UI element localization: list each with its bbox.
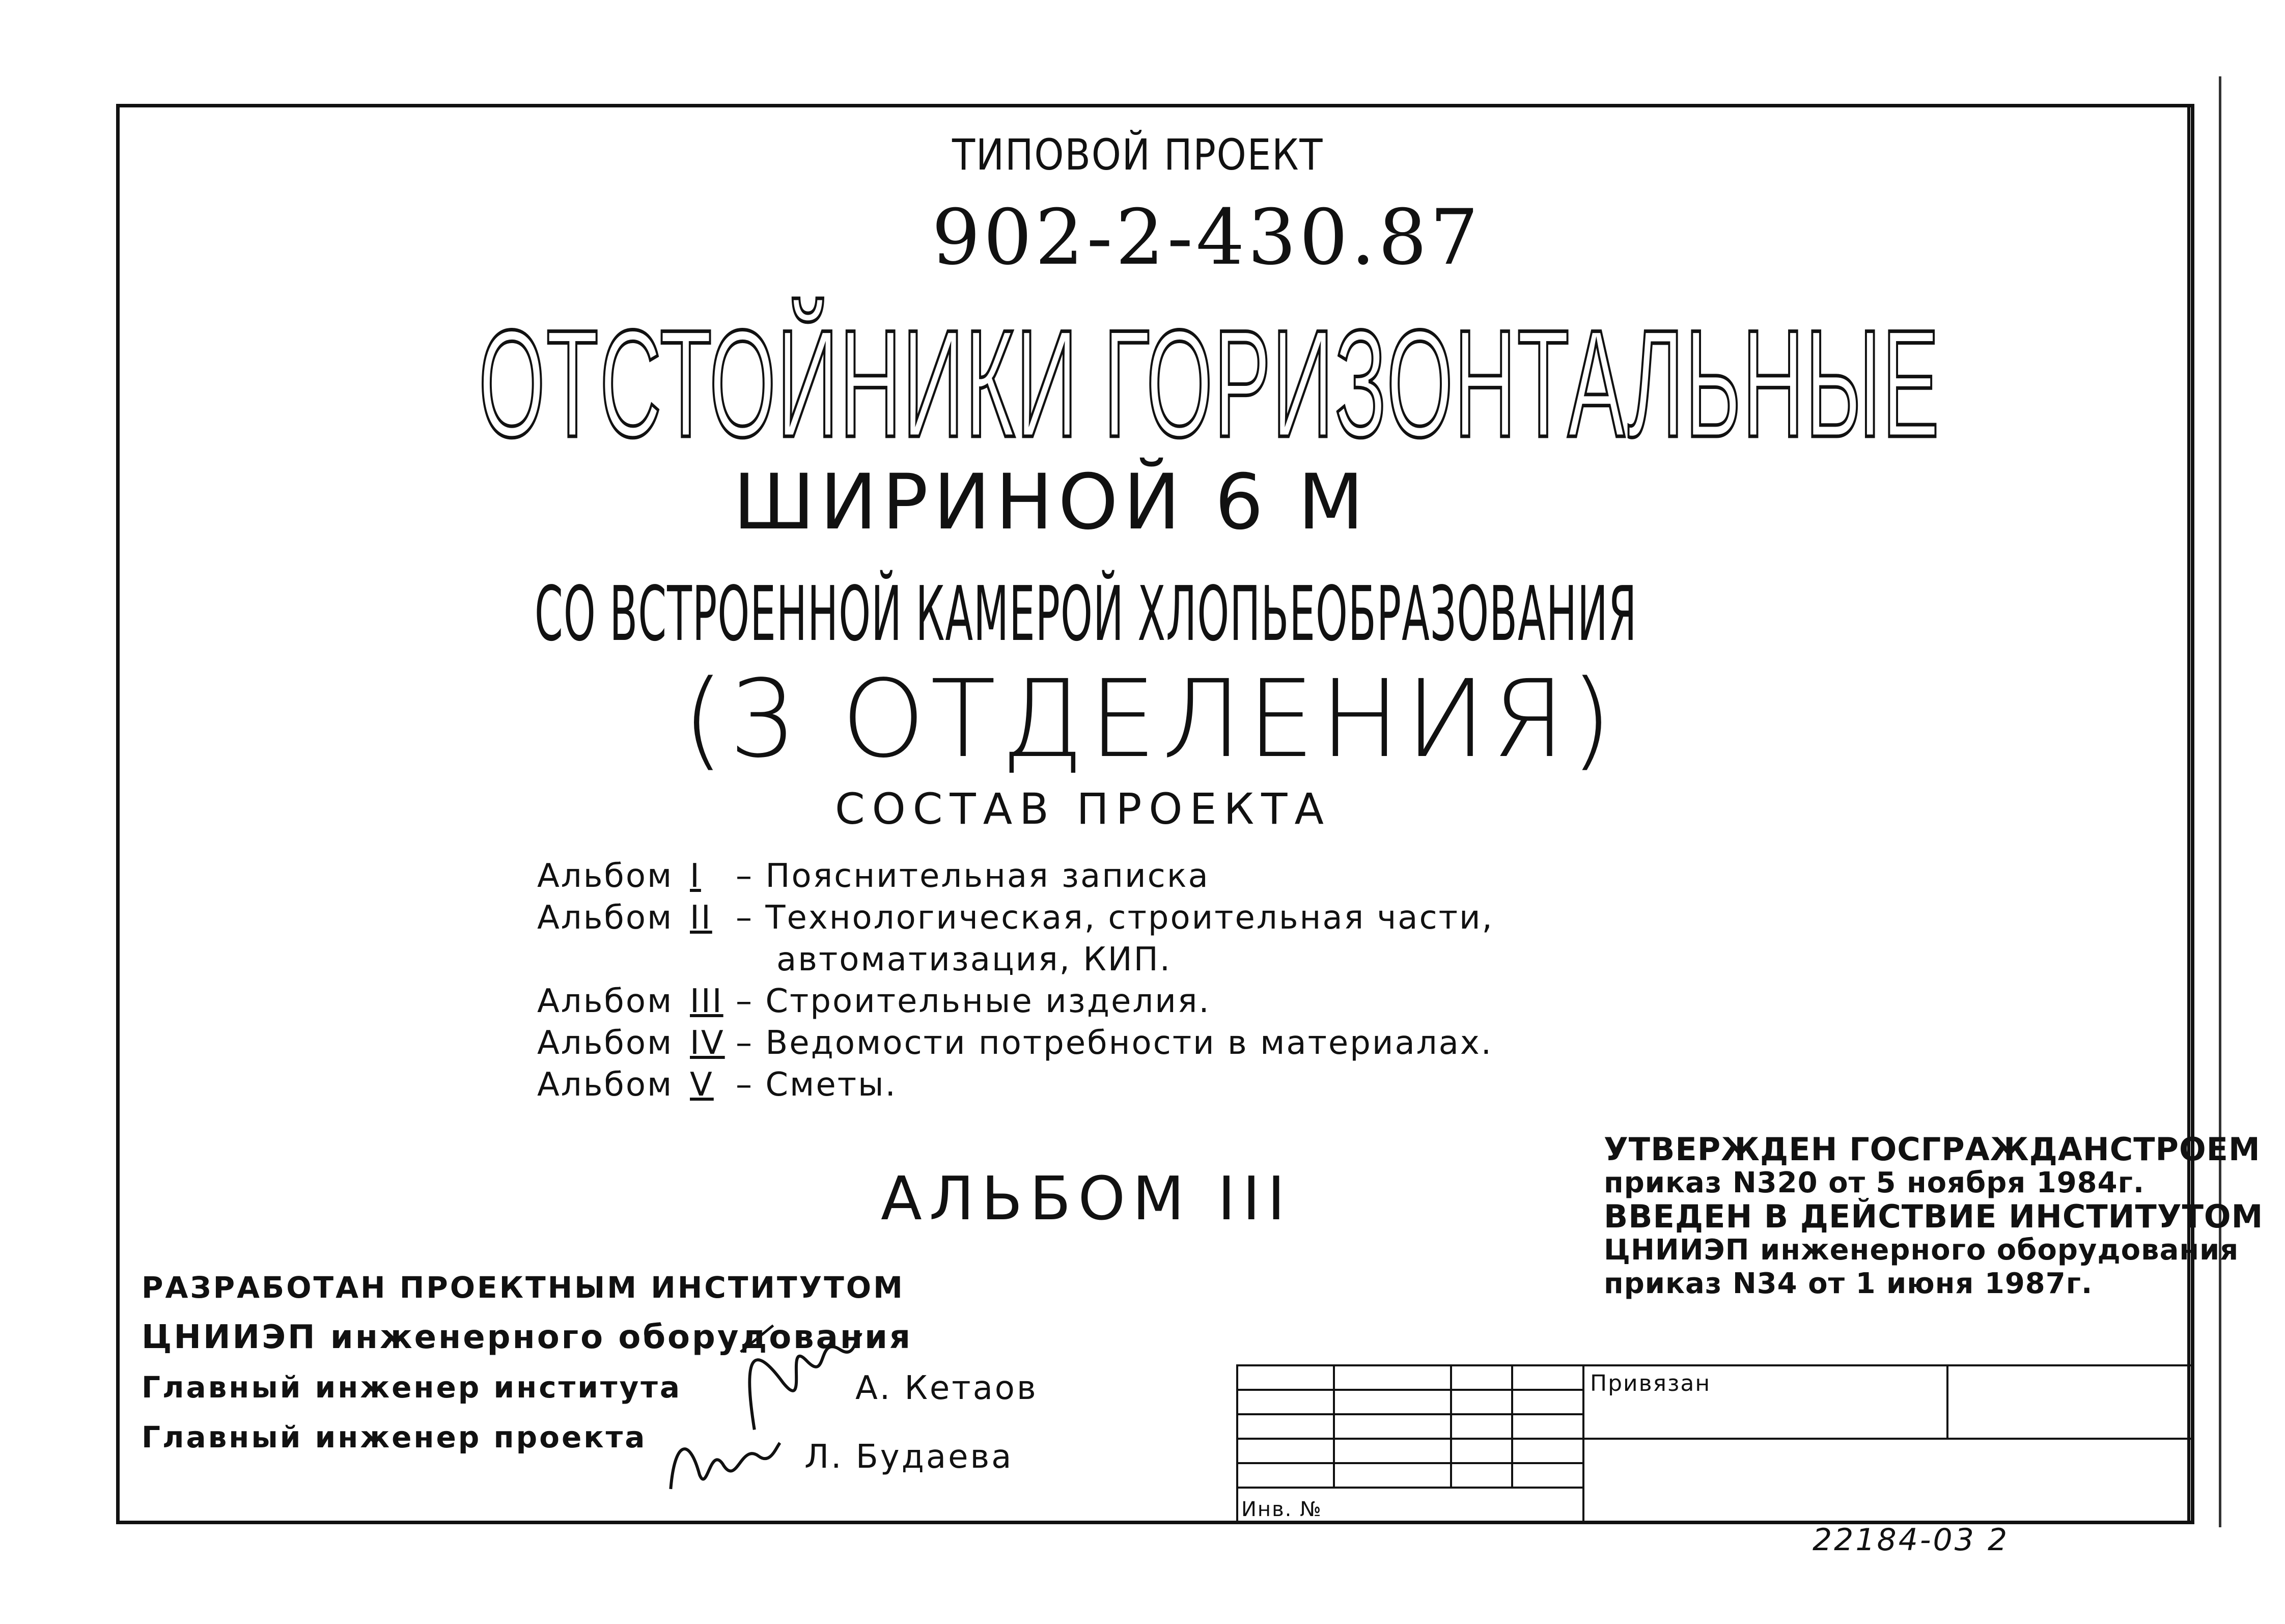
frame-inner-line <box>2187 104 2190 1524</box>
album-row: Альбом V – Сметы. <box>537 1066 897 1104</box>
project-type: ТИПОВОЙ ПРОЕКТ <box>952 130 1324 180</box>
chief-engineer-name: А. Кетаов <box>855 1369 1038 1407</box>
developer-block: РАЗРАБОТАН ПРОЕКТНЫМ ИНСТИТУТОМ ЦНИИЭП инженерного оборудования Главный инженер института Главный инженер проекта <box>142 1270 912 1454</box>
sheet-edge-line <box>2219 76 2221 1527</box>
chamber-subtitle: СО ВСТРОЕННОЙ КАМЕРОЙ ХЛОПЬЕОБРАЗОВАНИЯ <box>535 570 1637 658</box>
width-subtitle: ШИРИНОЙ 6 М <box>733 458 1369 547</box>
document-number: 22184-03 2 <box>1813 1522 2010 1558</box>
album-row: Альбом II – Технологическая, строительная части, <box>537 899 1494 937</box>
stamp-block <box>1236 1364 2194 1524</box>
album-row: Альбом I – Пояснительная записка <box>537 857 1210 895</box>
main-title: ОТСТОЙНИКИ ГОРИЗОНТАЛЬНЫЕ <box>479 298 1940 469</box>
departments-subtitle: (3 ОТДЕЛЕНИЯ) <box>682 657 1618 781</box>
album-row: автоматизация, КИП. <box>776 941 1172 978</box>
approval-block: УТВЕРЖДЕН ГОСГРАЖДАНСТРОЕМ приказ N320 от 5 ноября 1984г. ВВЕДЕН В ДЕЙСТВИЕ ИНСТИТУТОМ ЦНИИЭП инженерного оборудования приказ N34 от 1 июня 1987г. <box>1604 1131 2264 1300</box>
album-row: Альбом IV – Ведомости потребности в материалах. <box>537 1024 1493 1062</box>
project-number: 902-2-430.87 <box>932 193 1482 282</box>
privyazan-label: Привязан <box>1590 1370 1711 1396</box>
composition-heading: СОСТАВ ПРОЕКТА <box>835 784 1331 834</box>
album-list <box>537 855 1494 1106</box>
current-album: АЛЬБОМ III <box>881 1163 1292 1234</box>
album-row: Альбом III – Строительные изделия. <box>537 983 1211 1020</box>
inventory-label: Инв. № <box>1241 1498 1322 1521</box>
project-engineer-name: Л. Будаева <box>804 1438 1014 1476</box>
